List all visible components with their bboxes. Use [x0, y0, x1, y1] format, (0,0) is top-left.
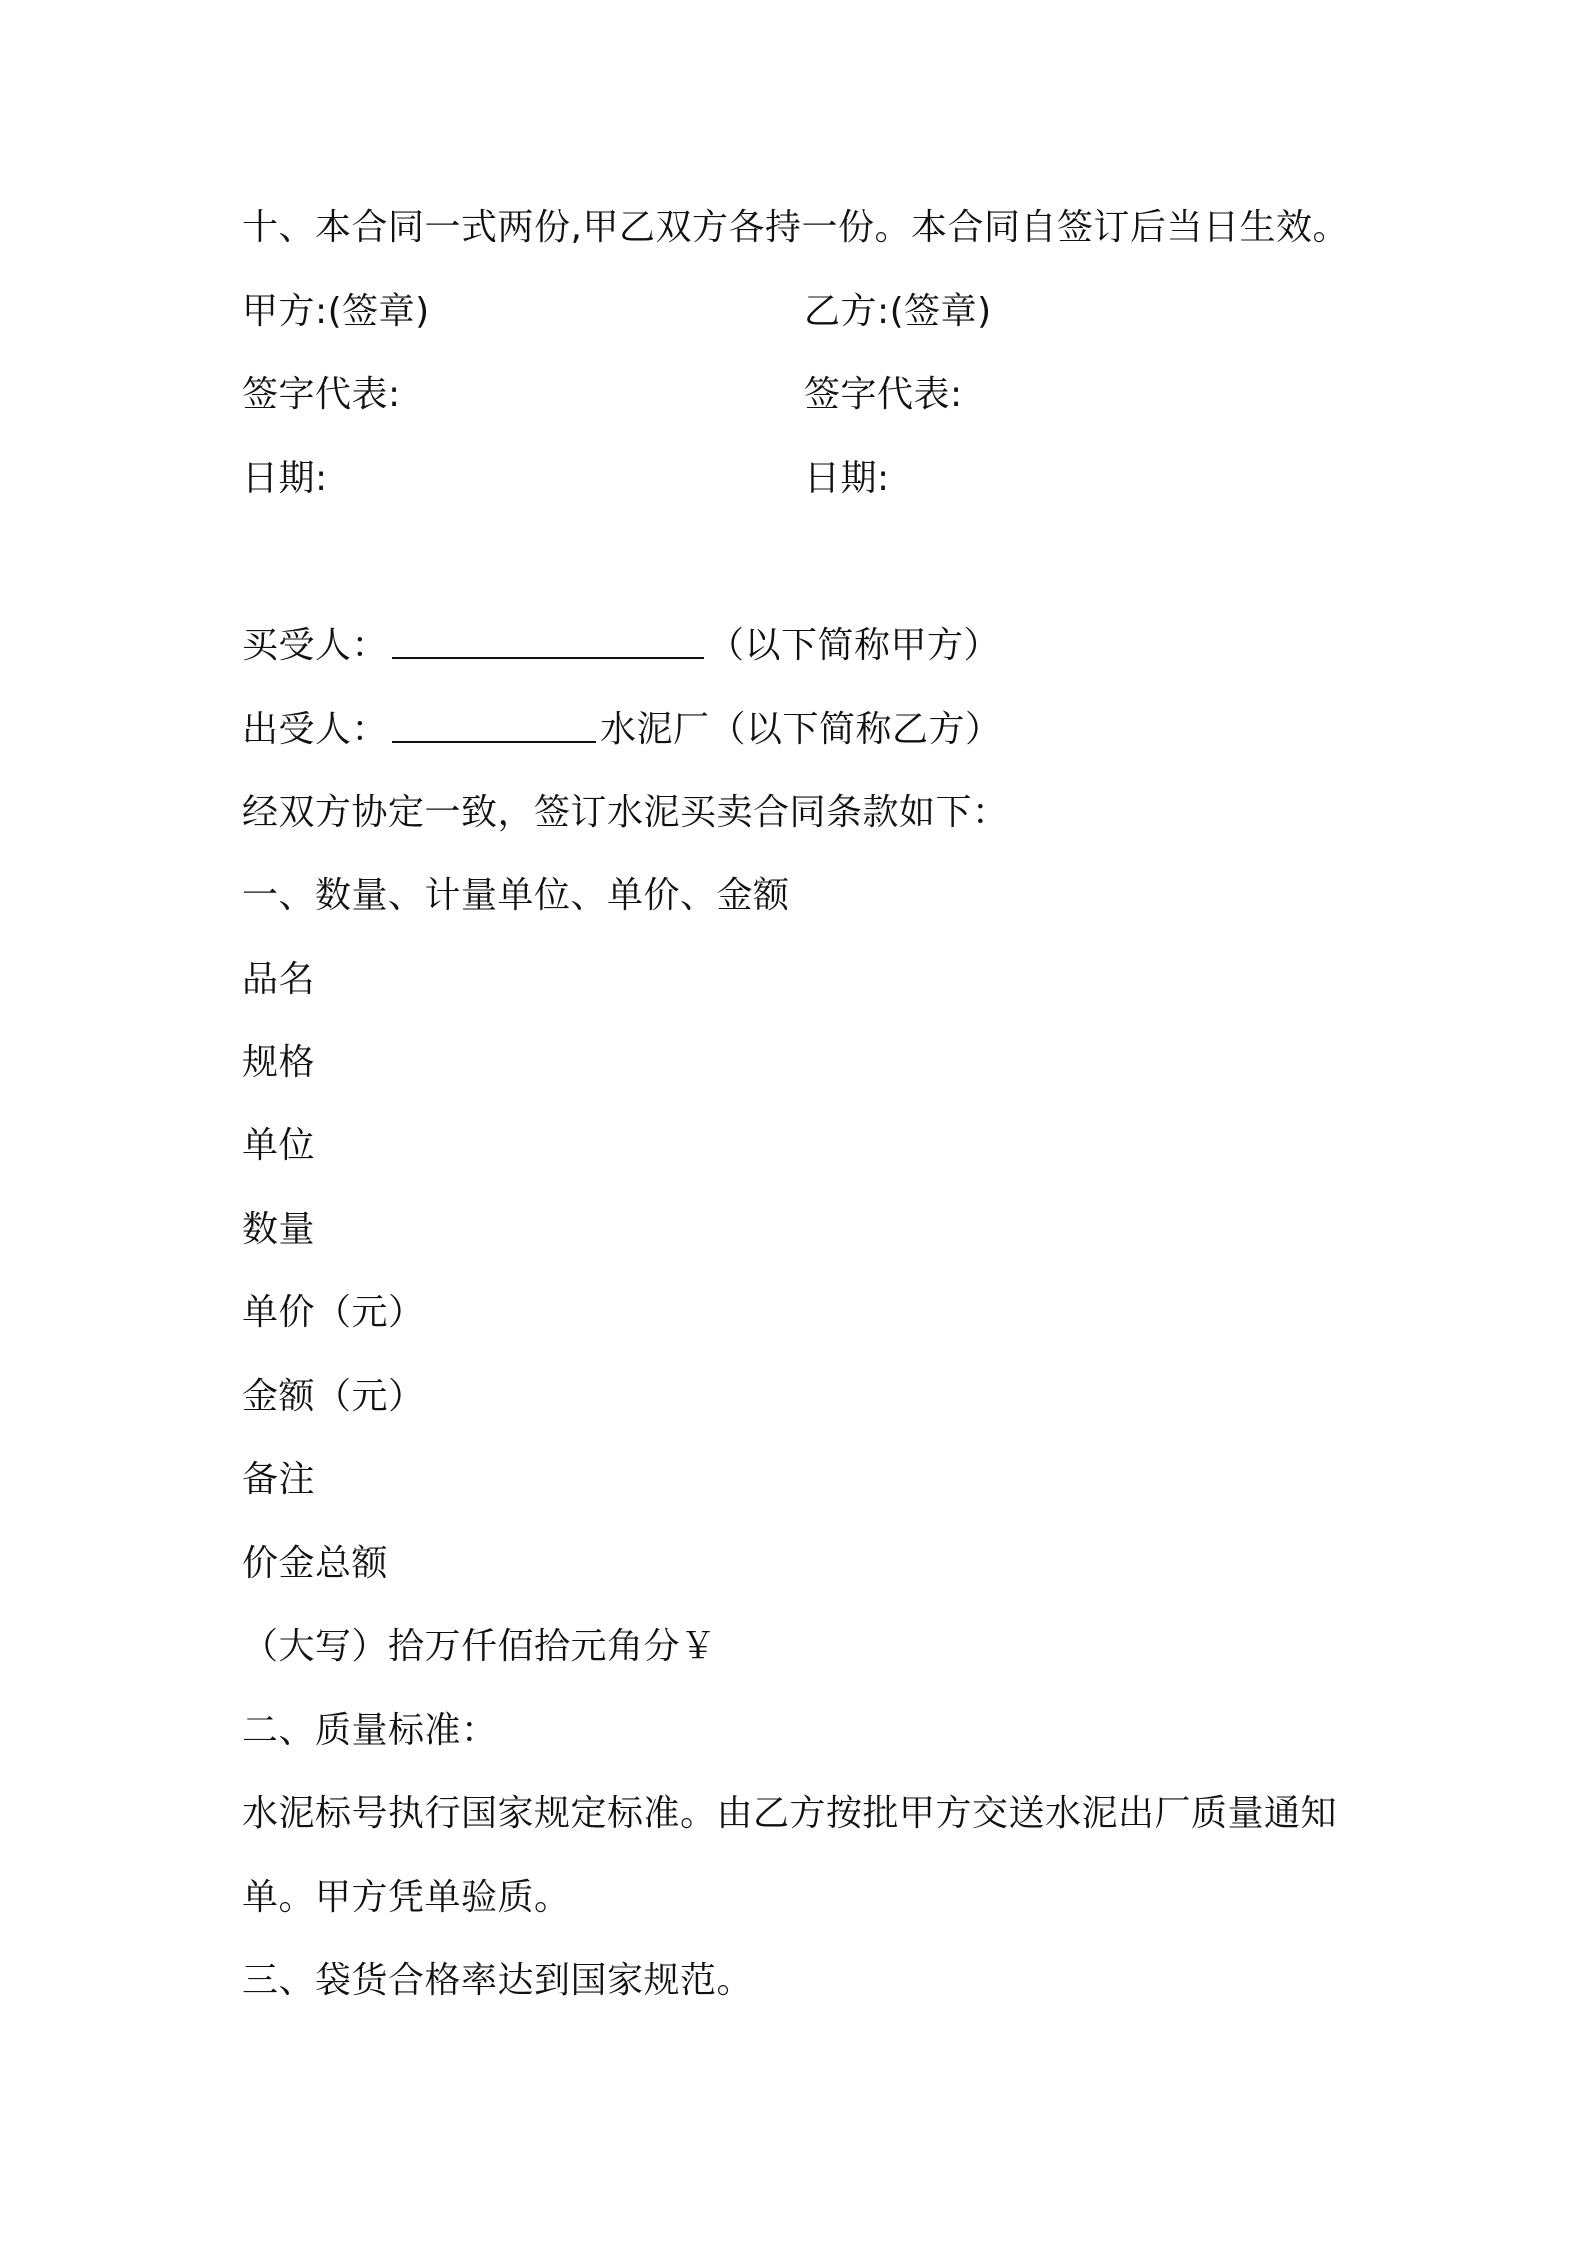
buyer-line: [242, 622, 1000, 670]
party-b-seal-label: 乙方:(签章): [804, 291, 992, 332]
buyer-suffix: （以下简称甲方）: [708, 625, 1001, 666]
item-total-price: 价金总额: [242, 1543, 389, 1584]
seller-label: 出受人：: [242, 709, 389, 750]
item-amount: 金额（元）: [242, 1376, 425, 1417]
seller-line: [242, 706, 1002, 754]
item-product-name: 品名: [242, 959, 316, 1000]
party-a-date-label: 日期:: [242, 458, 328, 499]
item-quantity: 数量: [242, 1209, 316, 1250]
amount-in-words: （大写）拾万仟佰拾元角分￥: [242, 1626, 717, 1667]
section-1-heading: 一、数量、计量单位、单价、金额: [242, 875, 790, 916]
buyer-name-blank: [392, 627, 704, 659]
buyer-label: 买受人：: [242, 625, 389, 666]
section-2-text-line2: 单。甲方凭单验质。: [242, 1877, 571, 1918]
party-a-seal-label: 甲方:(签章): [242, 291, 430, 332]
item-remarks: 备注: [242, 1459, 316, 1500]
item-unit: 单位: [242, 1125, 316, 1166]
seller-suffix: 水泥厂（以下简称乙方）: [600, 709, 1002, 750]
seller-name-blank: [392, 711, 596, 743]
party-a-representative-label: 签字代表:: [242, 374, 401, 415]
item-specification: 规格: [242, 1042, 316, 1083]
section-3-heading: 三、袋货合格率达到国家规范。: [242, 1960, 754, 2001]
clause-10-text: 十、本合同一式两份,甲乙双方各持一份。本合同自签订后当日生效。: [242, 207, 1349, 248]
section-2-heading: 二、质量标准：: [242, 1710, 498, 1751]
item-unit-price: 单价（元）: [242, 1292, 425, 1333]
section-2-text-line1: 水泥标号执行国家规定标准。由乙方按批甲方交送水泥出厂质量通知: [242, 1793, 1338, 1834]
party-b-representative-label: 签字代表:: [804, 374, 963, 415]
party-b-date-label: 日期:: [804, 458, 890, 499]
intro-text: 经双方协定一致，签订水泥买卖合同条款如下：: [242, 792, 1009, 833]
